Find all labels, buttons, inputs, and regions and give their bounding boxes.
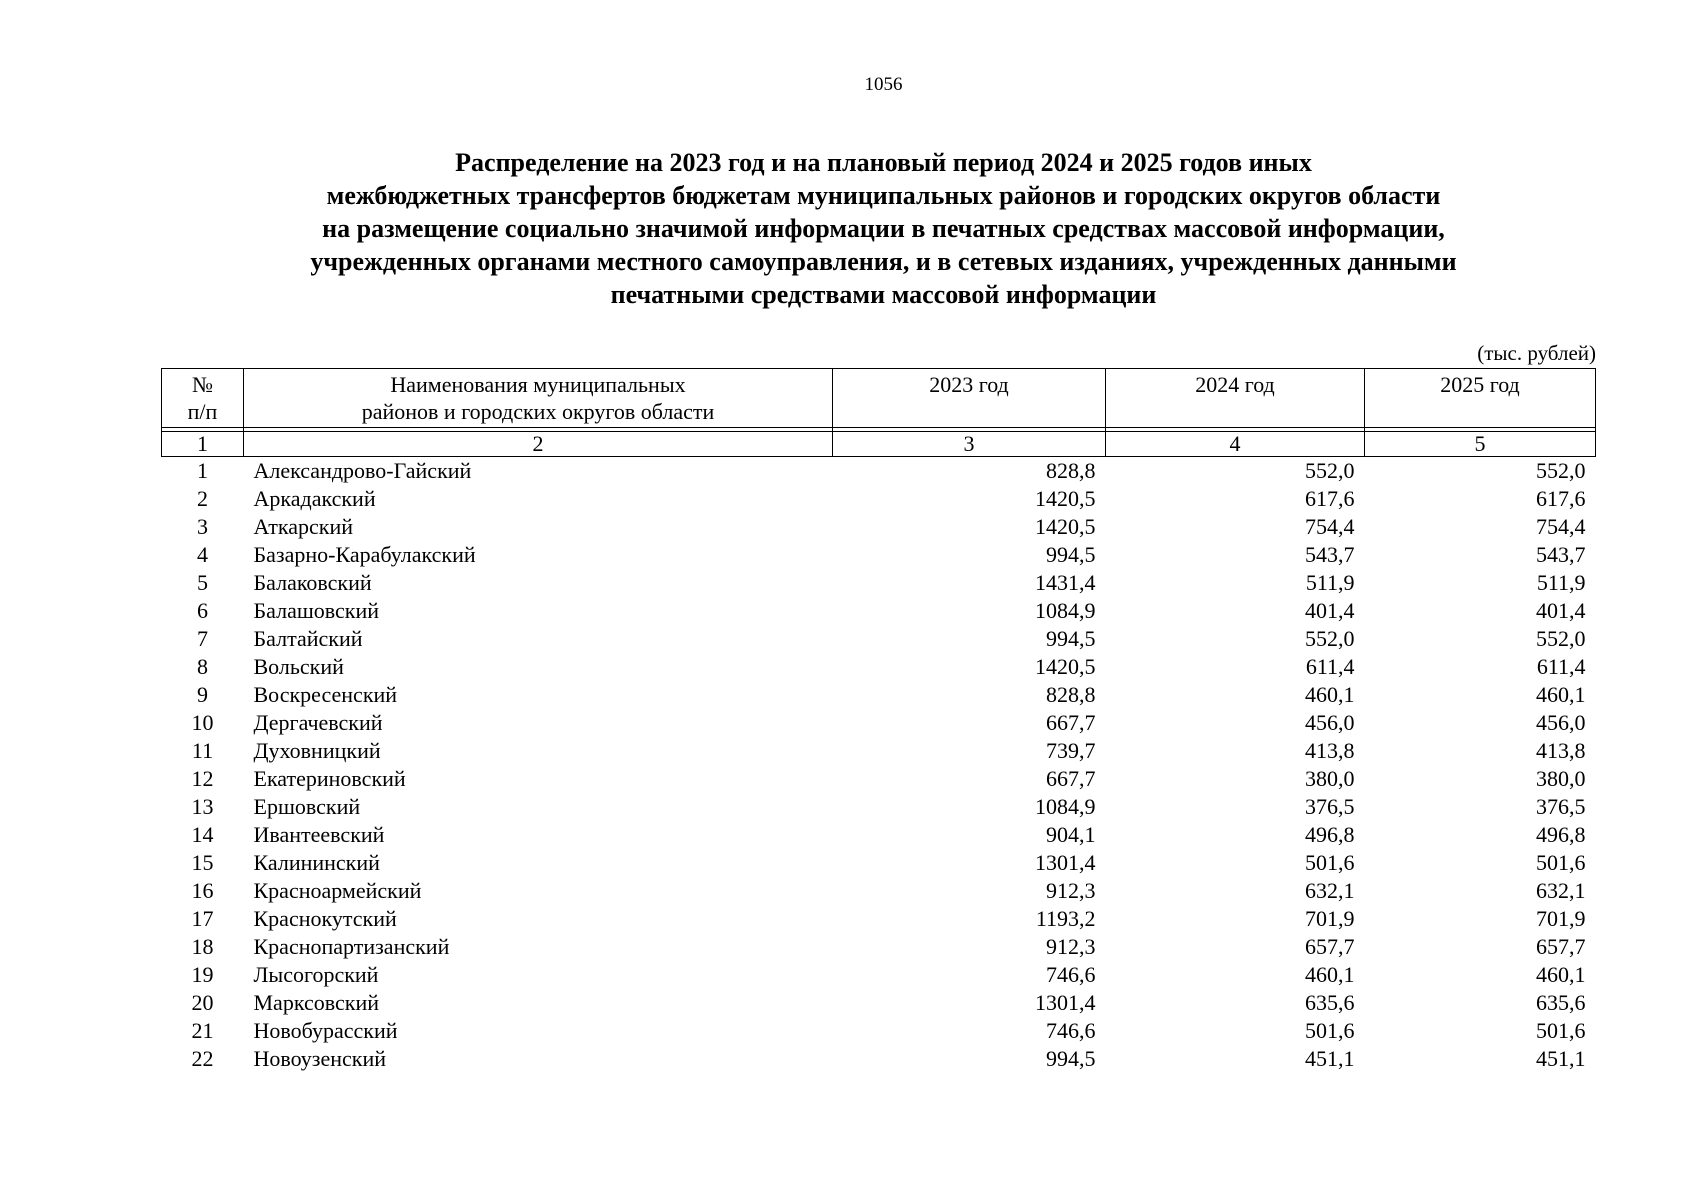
row-number: 10 [191,710,214,735]
district-name: Ершовский [253,794,361,819]
units-label: (тыс. рублей) [1477,341,1596,365]
row-number: 14 [191,822,214,847]
table-row [162,569,1596,597]
row-number: 15 [191,850,214,875]
header-2024: 2024 год [1106,369,1365,428]
title-line: на размещение социально значимой информации в печатных средствах массовой информации, [322,214,1445,243]
value-2023: 1420,5 [1035,486,1096,511]
district-name: Новобурасский [253,1018,398,1043]
value-2025: 754,4 [1536,514,1586,539]
district-name: Екатериновский [253,766,406,791]
row-number: 11 [191,738,214,763]
value-2025: 451,1 [1536,1046,1586,1071]
value-2024: 456,0 [1305,710,1355,735]
value-2025: 552,0 [1536,458,1586,483]
row-number: 13 [191,794,214,819]
title-line: Распределение на 2023 год и на плановый период 2024 и 2025 годов иных [455,148,1312,177]
column-number: 5 [1365,432,1596,457]
title-line: печатными средствами массовой информации [610,280,1157,309]
header-2025: 2025 год [1365,369,1596,428]
value-2023: 1420,5 [1035,514,1096,539]
table-row [162,905,1596,933]
value-2023: 912,3 [1046,934,1096,959]
row-number: 12 [191,766,214,791]
header-number [162,369,244,428]
value-2024: 376,5 [1305,794,1355,819]
value-2024: 754,4 [1305,514,1355,539]
value-2023: 746,6 [1046,1018,1096,1043]
table-header [162,369,1596,457]
row-number: 7 [197,626,208,651]
table-row [162,1017,1596,1045]
row-number: 8 [197,654,208,679]
row-number: 5 [197,570,208,595]
table-row [162,961,1596,989]
value-2024: 635,6 [1305,990,1355,1015]
row-number: 1 [197,458,208,483]
value-2025: 701,9 [1536,906,1586,931]
header-name [244,369,833,428]
value-2023: 1084,9 [1035,794,1096,819]
district-name: Дергачевский [253,710,383,735]
header-name-line1: Наименования муниципальных [390,372,686,397]
district-name: Духовницкий [253,738,381,763]
value-2023: 667,7 [1046,710,1096,735]
row-number: 2 [197,486,208,511]
value-2024: 460,1 [1305,682,1355,707]
value-2025: 460,1 [1536,962,1586,987]
value-2025: 611,4 [1536,654,1586,679]
header-number-line2: п/п [187,399,218,424]
row-number: 17 [191,906,214,931]
table-row [162,513,1596,541]
table-row [162,681,1596,709]
value-2023: 912,3 [1046,878,1096,903]
table-row [162,765,1596,793]
district-name: Марксовский [253,990,379,1015]
table-row [162,989,1596,1017]
column-number: 1 [162,432,244,457]
value-2024: 380,0 [1305,766,1355,791]
table-row [162,933,1596,961]
header-name-line2: районов и городских округов области [361,399,715,424]
district-name: Лысогорский [253,962,379,987]
district-name: Аркадакский [253,486,376,511]
value-2023: 1431,4 [1035,570,1096,595]
row-number: 18 [191,934,214,959]
value-2024: 451,1 [1305,1046,1355,1071]
value-2023: 828,8 [1046,682,1096,707]
value-2025: 413,8 [1536,738,1586,763]
row-number: 6 [197,598,208,623]
value-2023: 667,7 [1046,766,1096,791]
district-name: Балашовский [253,598,380,623]
value-2025: 501,6 [1536,1018,1586,1043]
district-name: Базарно-Карабулакский [253,542,476,567]
value-2023: 994,5 [1046,1046,1096,1071]
row-number: 9 [197,682,208,707]
value-2024: 401,4 [1305,598,1355,623]
district-name: Балаковский [253,570,372,595]
district-name: Александрово-Гайский [253,458,472,483]
header-number-line1: № [192,372,213,397]
title-line: учрежденных органами местного самоуправления, и в сетевых изданиях, учрежденных данными [310,247,1457,276]
header-2023: 2023 год [833,369,1106,428]
row-number: 16 [191,878,214,903]
page-number: 1056 [864,74,903,95]
table-row [162,653,1596,681]
value-2024: 460,1 [1305,962,1355,987]
value-2025: 501,6 [1536,850,1586,875]
row-number: 3 [197,514,208,539]
value-2025: 543,7 [1536,542,1586,567]
value-2024: 617,6 [1305,486,1355,511]
value-2025: 552,0 [1536,626,1586,651]
district-name: Краснокутский [253,906,397,931]
value-2023: 739,7 [1046,738,1096,763]
district-name: Калининский [253,850,380,875]
value-2025: 401,4 [1536,598,1586,623]
value-2024: 701,9 [1305,906,1355,931]
value-2024: 511,9 [1305,570,1355,595]
column-number: 2 [244,432,833,457]
value-2024: 611,4 [1305,654,1355,679]
document-title [0,146,1697,311]
district-name: Воскресенский [253,682,398,707]
table-row [162,485,1596,513]
value-2023: 994,5 [1046,542,1096,567]
value-2023: 1301,4 [1035,990,1096,1015]
value-2023: 994,5 [1046,626,1096,651]
table-row [162,1045,1596,1073]
column-number-row [162,432,1596,457]
table-row [162,793,1596,821]
value-2024: 632,1 [1305,878,1355,903]
value-2025: 635,6 [1536,990,1586,1015]
allocation-table [161,368,1596,1073]
value-2023: 1084,9 [1035,598,1096,623]
table-row [162,877,1596,905]
value-2024: 543,7 [1305,542,1355,567]
district-name: Балтайский [253,626,363,651]
value-2024: 552,0 [1305,626,1355,651]
value-2025: 496,8 [1536,822,1586,847]
district-name: Новоузенский [253,1046,387,1071]
row-number: 19 [191,962,214,987]
value-2023: 1420,5 [1035,654,1096,679]
table-row [162,597,1596,625]
table-body [162,457,1596,1074]
value-2025: 511,9 [1536,570,1586,595]
district-name: Ивантеевский [253,822,385,847]
value-2023: 904,1 [1046,822,1096,847]
value-2024: 552,0 [1305,458,1355,483]
value-2023: 746,6 [1046,962,1096,987]
district-name: Краснопартизанский [253,934,450,959]
district-name: Вольский [253,654,344,679]
value-2024: 501,6 [1305,850,1355,875]
value-2024: 501,6 [1305,1018,1355,1043]
district-name: Красноармейский [253,878,422,903]
value-2025: 657,7 [1536,934,1586,959]
value-2023: 1193,2 [1035,906,1096,931]
value-2024: 496,8 [1305,822,1355,847]
value-2025: 632,1 [1536,878,1586,903]
value-2025: 617,6 [1536,486,1586,511]
district-name: Аткарский [253,514,354,539]
table-row [162,849,1596,877]
value-2024: 657,7 [1305,934,1355,959]
value-2025: 380,0 [1536,766,1586,791]
row-number: 21 [191,1018,214,1043]
row-number: 22 [191,1046,214,1071]
table-row [162,737,1596,765]
column-number: 3 [833,432,1106,457]
table-row [162,709,1596,737]
value-2023: 1301,4 [1035,850,1096,875]
value-2025: 456,0 [1536,710,1586,735]
table-row [162,541,1596,569]
row-number: 4 [197,542,208,567]
value-2023: 828,8 [1046,458,1096,483]
value-2024: 413,8 [1305,738,1355,763]
row-number: 20 [191,990,214,1015]
title-line: межбюджетных трансфертов бюджетам муниципальных районов и городских округов области [326,181,1441,210]
column-number: 4 [1106,432,1365,457]
table-row [162,625,1596,653]
value-2025: 376,5 [1536,794,1586,819]
value-2025: 460,1 [1536,682,1586,707]
table-row [162,457,1596,486]
table-row [162,821,1596,849]
